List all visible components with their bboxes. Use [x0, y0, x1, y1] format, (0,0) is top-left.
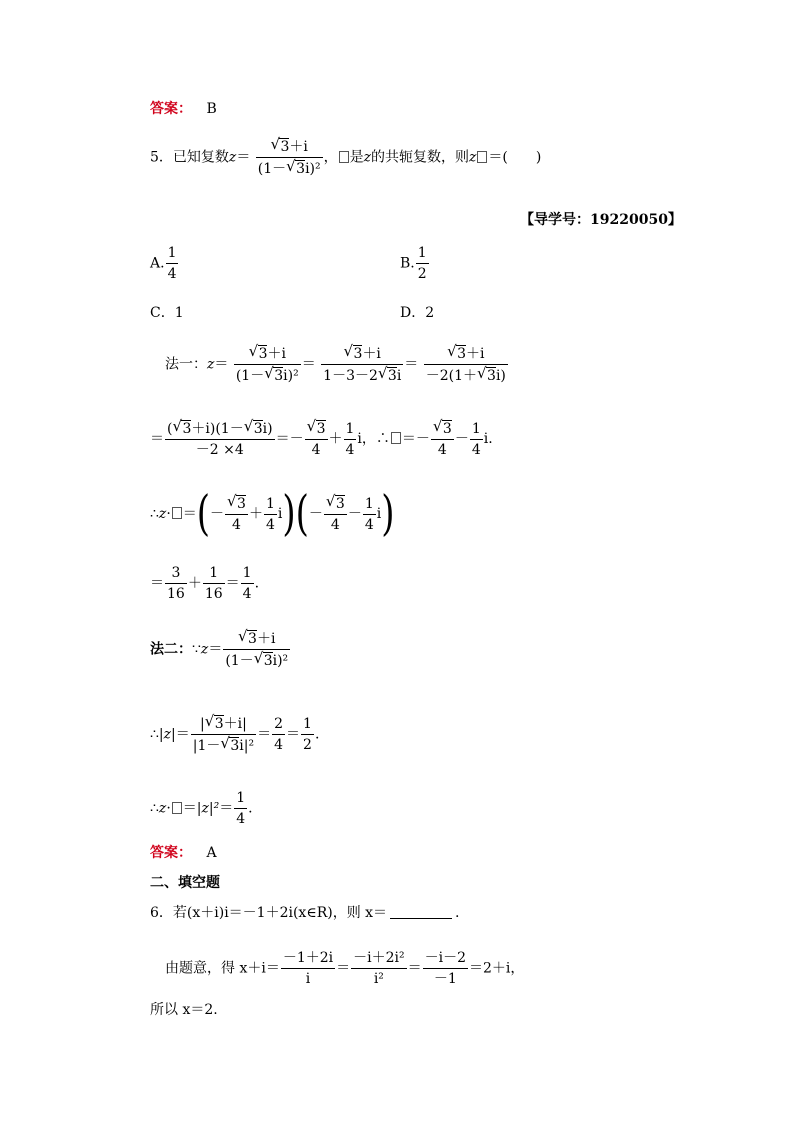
paren-blank: ＝( )	[488, 149, 542, 166]
conjugate-placeholder-icon	[172, 802, 182, 814]
eq: ＝	[236, 149, 251, 166]
text: 是	[349, 149, 364, 166]
sol2-line3: ∴z· ＝|z|²＝ $\frac{1}{4}$ .	[150, 790, 253, 827]
var-z: z	[469, 149, 477, 166]
answer-line-2: 答案： A	[150, 845, 217, 861]
sol1-line1: 法一：z＝ √ $\frac{3+i}{\text{(1－√ 3i)²}}$ ＝ √ $\frac{3+i}{1-3-2√ 3i}$ ＝ √ $\frac{3+i}{-2(1+√ 3i)}$	[165, 345, 509, 384]
comma: ，	[323, 149, 338, 166]
option-b: B. $\frac{1}{2}$	[400, 245, 427, 282]
conjugate-placeholder-icon	[391, 432, 401, 444]
answer-blank	[390, 918, 452, 919]
text: 的共轭复数，则	[371, 149, 470, 166]
q5-number: 5．已知复数	[150, 149, 229, 166]
ref-number: 【导学号：19220050】	[520, 212, 682, 228]
answer-value: B	[206, 101, 217, 117]
question-5	[150, 138, 541, 177]
sol1-line4: ＝ $\frac{3}{16}$ ＋ $\frac{1}{16}$ ＝ $\frac{1}{4}$ .	[150, 565, 260, 602]
var-z: z	[228, 149, 237, 166]
answer-line-1	[150, 101, 217, 117]
conjugate-placeholder-icon	[339, 151, 349, 163]
answer-label: 答案：	[150, 101, 192, 117]
conjugate-placeholder-icon	[172, 507, 182, 519]
option-c: C．1	[150, 305, 184, 321]
option-a: A. $\frac{1}{4}$	[150, 245, 177, 282]
sol6-line: 由题意，得 x＋i＝ $\frac{-1+2i}{i}$ ＝ $\frac{\text{－i＋2i²}}{\text{i²}}$ ＝ $\frac{-i-2}{-1}$ ＝2＋i，	[165, 950, 525, 987]
sol1-line3: ∴z· ＝(－ √ $\frac{3}{4}$ ＋ $\frac{1}{4}$ i)(－ √ $\frac{3}{4}$ － $\frac{1}{4}$ i)	[150, 495, 394, 533]
sol2-line2: ∴|z|＝ $\frac{|√ 3+i|}{\text{|1－√ 3i|²}}$ ＝ $\frac{2}{4}$ ＝ $\frac{1}{2}$ .	[150, 715, 319, 754]
sol6-conclusion: 所以 x＝2.	[150, 1002, 218, 1018]
conjugate-placeholder-icon	[477, 151, 487, 163]
question-6: 6．若(x＋i)i＝－1＋2i(x∈R)，则 x＝ .	[150, 905, 460, 921]
var-z: z	[363, 149, 372, 166]
fraction: √ $\frac{3+i}{\text{(1－√ 3i)²}}$	[256, 138, 323, 177]
sol1-line2: ＝ $\frac{(√ 3+i)(1-√ 3i)}{-2 \times 4}$ ＝－ √ $\frac{3}{4}$ ＋ $\frac{1}{4}$ i，∴ ＝－ √ $\frac{3}{4}$ － $\frac{1}{4}$ i.	[150, 420, 493, 458]
sol2-line1: 法二：∵z＝ √ $\frac{3+i}{\text{(1－√ 3i)²}}$	[150, 630, 291, 669]
option-d: D．2	[400, 305, 435, 321]
section-title: 二、填空题	[150, 875, 220, 891]
